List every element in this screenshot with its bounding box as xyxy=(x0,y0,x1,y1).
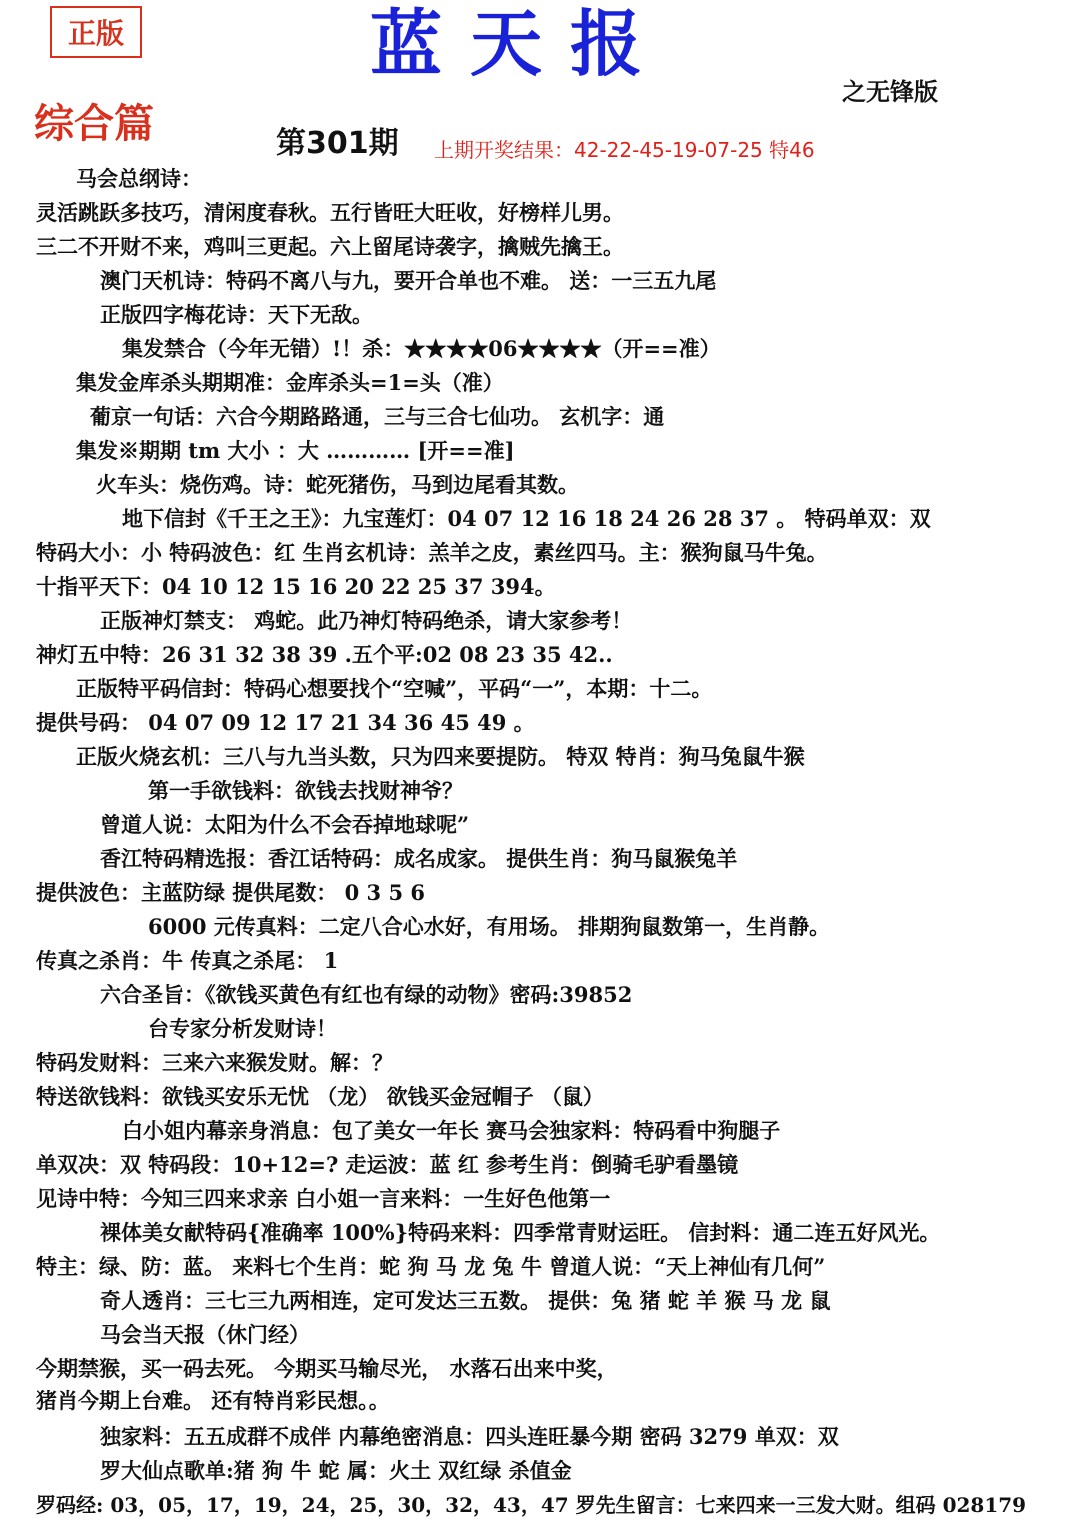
text-line: 特送欲钱料：欲钱买安乐无忧 （龙） 欲钱买金冠帽子 （鼠） xyxy=(36,1084,604,1109)
text-line: 澳门天机诗：特码不离八与九，要开合单也不难。 送：一三五九尾 xyxy=(100,268,717,293)
text-line: 集发※期期 tm 大小 ：大 ………… [开==准] xyxy=(76,438,515,463)
text-line: 特主：绿、防：蓝。 来料七个生肖：蛇 狗 马 龙 兔 牛 曾道人说：“天上神仙有几何” xyxy=(36,1254,826,1279)
section-title: 综合篇 xyxy=(34,100,154,147)
text-line: 集发金库杀头期期准：金库杀头=1=头（准） xyxy=(76,370,504,395)
text-line: 集发禁合（今年无错）!！杀：★★★★06★★★★（开==准） xyxy=(122,336,721,361)
text-line: 6000 元传真料：二定八合心水好，有用场。 排期狗鼠数第一，生肖静。 xyxy=(148,914,831,939)
text-line: 六合圣旨：《欲钱买黄色有红也有绿的动物》密码:39852 xyxy=(100,982,633,1007)
text-line: 罗大仙点歌单:猪 狗 牛 蛇 属：火土 双红绿 杀值金 xyxy=(100,1458,572,1483)
text-line: 曾道人说：太阳为什么不会吞掉地球呢” xyxy=(100,812,470,837)
text-line: 裸体美女献特码{准确率 100%}特码来料：四季常青财运旺。 信封料：通二连五好风光。 xyxy=(100,1220,941,1245)
text-line: 罗码经: 03，05，17，19，24，25，30，32，43，47 罗先生留言：七来四来一三发大财。组码 028179 xyxy=(36,1493,1027,1517)
last-draw-result: 上期开奖结果：42-22-45-19-07-25 特46 xyxy=(434,138,815,162)
text-line: 传真之杀肖：牛 传真之杀尾： 1 xyxy=(36,948,339,973)
text-line: 葡京一句话：六合今期路路通，三与三合七仙功。 玄机字：通 xyxy=(90,404,665,429)
text-line: 地下信封《千王之王》：九宝莲灯：04 07 12 16 18 24 26 28 37 。 特码单双：双 xyxy=(122,506,931,531)
text-line: 十指平天下：04 10 12 15 16 20 22 25 37 394。 xyxy=(36,574,556,599)
text-line: 奇人透肖：三七三九两相连，定可发达三五数。 提供：兔 猪 蛇 羊 猴 马 龙 鼠 xyxy=(100,1288,831,1313)
text-line: 今期禁猴，买一码去死。 今期买马输尽光， 水落石出来中奖， xyxy=(36,1356,618,1381)
text-line: 提供号码： 04 07 09 12 17 21 34 36 45 49 。 xyxy=(36,710,535,735)
text-line: 独家料：五五成群不成伴 内幕绝密消息：四头连旺暴今期 密码 3279 单双：双 xyxy=(100,1424,839,1449)
text-line: 正版四字梅花诗：天下无敌。 xyxy=(100,302,373,327)
text-line: 神灯五中特：26 31 32 38 39 .五个平:02 08 23 35 42.. xyxy=(36,642,613,667)
text-line: 特码发财料：三来六来猴发财。解：？ xyxy=(36,1050,393,1075)
text-line: 三二不开财不来，鸡叫三更起。六上留尾诗袭字，擒贼先擒王。 xyxy=(36,234,624,259)
text-line: 见诗中特：今知三四来求亲 白小姐一言来料：一生好色他第一 xyxy=(36,1186,611,1211)
text-line: 马会总纲诗： xyxy=(76,166,202,191)
text-line: 特码大小：小 特码波色：红 生肖玄机诗：羔羊之皮，素丝四马。主：猴狗鼠马牛兔。 xyxy=(36,540,828,565)
edition-label: 之无锋版 xyxy=(842,78,938,106)
text-line: 火车头：烧伤鸡。诗：蛇死猪伤，马到边尾看其数。 xyxy=(96,472,579,497)
text-line: 正版火烧玄机：三八与九当头数，只为四来要提防。 特双 特肖：狗马兔鼠牛猴 xyxy=(76,744,805,769)
text-line: 正版神灯禁支： 鸡蛇。此乃神灯特码绝杀，请大家参考！ xyxy=(100,608,633,633)
text-line: 正版特平码信封：特码心想要找个“空喊”，平码“一”，本期：十二。 xyxy=(76,676,713,701)
text-line: 香江特码精选报：香江话特码：成名成家。 提供生肖：狗马鼠猴兔羊 xyxy=(100,846,738,871)
masthead-title: 蓝天报 xyxy=(369,1,670,86)
text-line: 提供波色：主蓝防绿 提供尾数： 0 3 5 6 xyxy=(36,880,426,905)
issue-number: 第301期 xyxy=(276,126,399,161)
text-line: 台专家分析发财诗！ xyxy=(148,1016,337,1041)
text-line: 马会当天报（休门经） xyxy=(100,1322,310,1347)
text-line: 第一手欲钱料：欲钱去找财神爷？ xyxy=(148,778,463,803)
text-line: 灵活跳跃多技巧，清闲度春秋。五行皆旺大旺收，好榜样儿男。 xyxy=(36,200,624,225)
text-line: 猪肖今期上台难。 还有特肖彩民想。。 xyxy=(36,1388,390,1413)
genuine-stamp: 正版 xyxy=(50,6,142,58)
text-line: 单双决：双 特码段：10+12=? 走运波：蓝 红 参考生肖：倒骑毛驴看墨镜 xyxy=(36,1152,739,1177)
text-line: 白小姐内幕亲身消息：包了美女一年长 赛马会独家料：特码看中狗腿子 xyxy=(122,1118,781,1143)
